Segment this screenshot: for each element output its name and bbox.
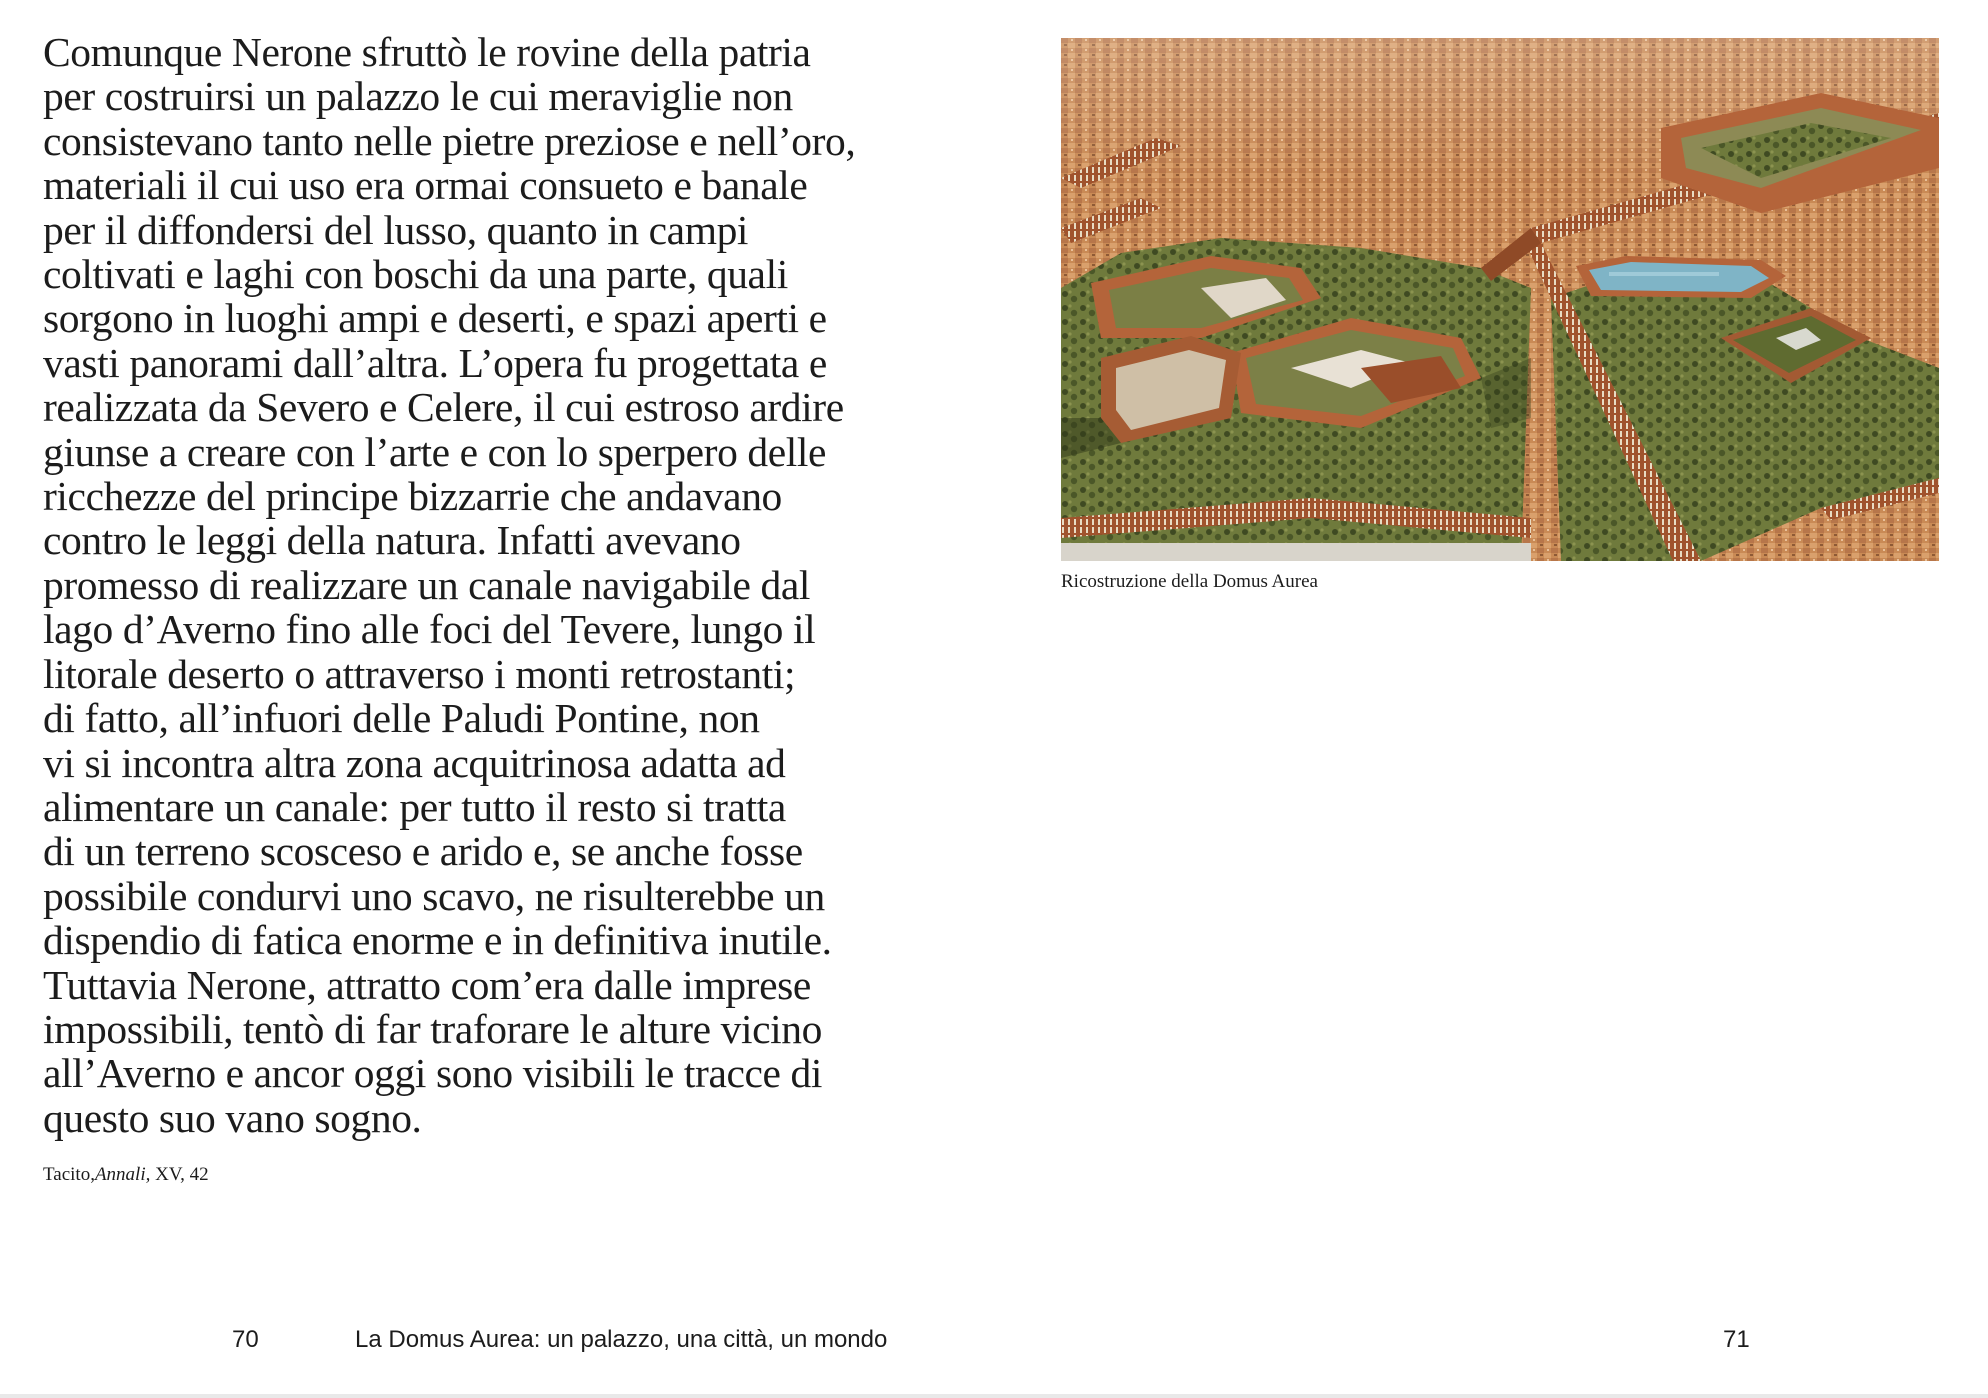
text-line: litorale deserto o attraverso i monti retrostanti; bbox=[43, 650, 796, 697]
page-number-left: 70 bbox=[232, 1326, 259, 1353]
bottom-divider bbox=[0, 1394, 1988, 1398]
page-number-right: 71 bbox=[1723, 1326, 1750, 1353]
text-line: sorgono in luoghi ampi e deserti, e spazi aperti e bbox=[43, 295, 827, 342]
text-line: impossibili, tentò di far traforare le alture vicino bbox=[43, 1005, 822, 1052]
running-head: La Domus Aurea: un palazzo, una città, un mondo bbox=[355, 1326, 888, 1353]
text-line: Tuttavia Nerone, attratto com’era dalle imprese bbox=[43, 961, 811, 1008]
text-line: realizzata da Severo e Celere, il cui estroso ardire bbox=[43, 384, 844, 431]
text-line: contro le leggi della natura. Infatti avevano bbox=[43, 517, 741, 564]
text-line: vi si incontra altra zona acquitrinosa adatta ad bbox=[43, 739, 786, 786]
text-line: dispendio di fatica enorme e in definitiva inutile. bbox=[43, 917, 832, 964]
text-line: possibile condurvi uno scavo, ne risulterebbe un bbox=[43, 872, 825, 919]
body-text bbox=[43, 30, 923, 1140]
text-line: per il diffondersi del lusso, quanto in campi bbox=[43, 206, 749, 253]
text-line: lago d’Averno fino alle foci del Tevere, lungo il bbox=[43, 606, 816, 653]
text-line: promesso di realizzare un canale navigabile dal bbox=[43, 561, 811, 608]
illustration-image bbox=[1061, 38, 1939, 561]
text-line: consistevano tanto nelle pietre preziose e nell’oro, bbox=[43, 117, 856, 164]
text-line: di fatto, all’infuori delle Paludi Pontine, non bbox=[43, 695, 760, 742]
citation-author: Tacito, bbox=[43, 1164, 95, 1185]
citation-reference: XV, 42 bbox=[155, 1164, 209, 1185]
text-line: all’Averno e ancor oggi sono visibili le tracce di bbox=[43, 1050, 822, 1097]
source-citation bbox=[43, 1163, 209, 1187]
domus-aurea-illustration bbox=[1061, 38, 1939, 561]
text-line: alimentare un canale: per tutto il resto si tratta bbox=[43, 783, 786, 830]
citation-work: Annali, bbox=[94, 1164, 151, 1185]
text-line: Comunque Nerone sfruttò le rovine della patria bbox=[43, 29, 811, 75]
text-line: materiali il cui uso era ormai consueto e banale bbox=[43, 162, 808, 209]
text-line: giunse a creare con l’arte e con lo sperpero delle bbox=[43, 428, 827, 475]
text-line: di un terreno scosceso e arido e, se anche fosse bbox=[43, 828, 803, 875]
text-line: vasti panorami dall’altra. L’opera fu progettata e bbox=[43, 339, 827, 386]
text-line: questo suo vano sogno. bbox=[43, 1094, 422, 1141]
text-line: ricchezze del principe bizzarrie che andavano bbox=[43, 473, 782, 520]
text-line: coltivati e laghi con boschi da una parte, quali bbox=[43, 251, 788, 298]
text-line: per costruirsi un palazzo le cui meraviglie non bbox=[43, 73, 793, 120]
figure-caption: Ricostruzione della Domus Aurea bbox=[1061, 571, 1318, 592]
